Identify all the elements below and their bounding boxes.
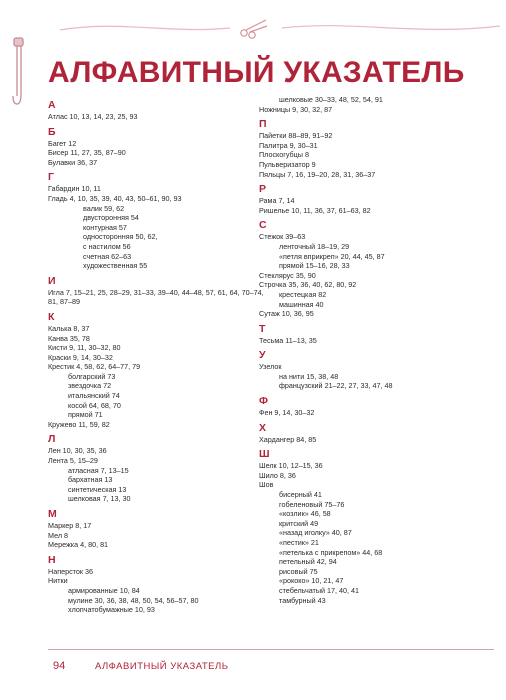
index-letter-heading: Х bbox=[259, 421, 267, 434]
index-subentry: «петля вприкреп» 20, 44, 45, 87 bbox=[279, 251, 385, 261]
index-entry: Кисти 9, 11, 30–32, 80 bbox=[48, 343, 121, 353]
index-subentry: односторонняя 50, 62, bbox=[83, 232, 158, 242]
index-letter-heading: П bbox=[259, 118, 267, 131]
index-entry: Шелк 10, 12–15, 36 bbox=[259, 461, 323, 471]
index-entry: Узелок bbox=[259, 362, 282, 372]
index-subentry: тамбурный 43 bbox=[279, 595, 326, 605]
index-subentry: болгарский 73 bbox=[68, 371, 116, 381]
index-column-right bbox=[259, 95, 495, 605]
index-letter-heading: Р bbox=[259, 183, 267, 196]
index-entry: Пульверизатор 9 bbox=[259, 159, 316, 169]
index-letter-heading: Т bbox=[259, 322, 266, 335]
safety-pin-icon bbox=[6, 36, 28, 116]
index-subentry: косой 64, 68, 70 bbox=[68, 400, 121, 410]
index-subentry: рисовый 75 bbox=[279, 566, 318, 576]
index-entry: Габардин 10, 11 bbox=[48, 184, 101, 194]
index-letter-heading: Л bbox=[48, 433, 56, 446]
index-subentry: армированные 10, 84 bbox=[68, 585, 140, 595]
index-subentry: атласная 7, 13–15 bbox=[68, 465, 129, 475]
index-subentry: петельный 42, 94 bbox=[279, 557, 337, 567]
index-subentry: шелковая 7, 13, 30 bbox=[68, 494, 131, 504]
index-entry: Атлас 10, 13, 14, 23, 25, 93 bbox=[48, 112, 138, 121]
index-entry: Бисер 11, 27, 35, 87–90 bbox=[48, 148, 126, 158]
index-subentry: с настилом 56 bbox=[83, 241, 131, 251]
index-subentry: валик 59, 62 bbox=[83, 203, 125, 213]
index-letter-heading: Н bbox=[48, 553, 56, 566]
index-entry: Кружево 11, 59, 82 bbox=[48, 419, 110, 429]
index-entry: Фен 9, 14, 30–32 bbox=[259, 408, 315, 418]
index-letter-heading: Б bbox=[48, 125, 56, 138]
index-subentry: «козлик» 46, 58 bbox=[279, 509, 331, 519]
index-subentry: «петелька с прикрепом» 44, 68 bbox=[279, 547, 383, 557]
index-letter-heading: Ф bbox=[259, 395, 268, 408]
index-entry: Стеклярус 35, 90 bbox=[259, 270, 316, 280]
index-subentry: на нити 15, 38, 48 bbox=[279, 371, 339, 381]
index-subentry: крестецкая 82 bbox=[279, 289, 327, 299]
index-subentry: шелковые 30–33, 48, 52, 54, 91 bbox=[279, 95, 383, 104]
index-entry: Гладь 4, 10, 35, 39, 40, 43, 50–61, 90, 93 bbox=[48, 193, 182, 203]
index-subentry: критский 49 bbox=[279, 518, 319, 528]
index-subentry: бисерный 41 bbox=[279, 490, 322, 500]
index-entry: Строчка 35, 36, 40, 62, 80, 92 bbox=[259, 280, 357, 290]
index-entry: Пяльцы 7, 16, 19–20, 28, 31, 36–37 bbox=[259, 169, 376, 179]
index-subentry: контурная 57 bbox=[83, 222, 127, 232]
index-letter-heading: У bbox=[259, 349, 266, 362]
index-entry: Рама 7, 14 bbox=[259, 196, 295, 206]
index-subentry: машинная 40 bbox=[279, 299, 324, 309]
index-entry: Наперсток 36 bbox=[48, 566, 94, 576]
index-letter-heading: А bbox=[48, 99, 56, 111]
index-entry: Стежок 39–63 bbox=[259, 232, 306, 242]
index-subentry: мулине 30, 36, 38, 48, 50, 54, 56–57, 80 bbox=[68, 595, 199, 605]
index-entry: Плоскогубцы 8 bbox=[259, 150, 309, 160]
index-subentry: прямой 15–16, 28, 33 bbox=[279, 261, 350, 271]
index-entry: Игла 7, 15–21, 25, 28–29, 31–33, 39–40, 44–48, 57, 61, 64, 70–74, 81, 87–89 bbox=[48, 287, 264, 307]
index-entry: Краски 9, 14, 30–32 bbox=[48, 352, 113, 362]
footer-divider bbox=[48, 649, 494, 650]
index-subentry: «рококо» 10, 21, 47 bbox=[279, 576, 344, 586]
index-subentry: бархатная 13 bbox=[68, 475, 113, 485]
index-subentry: гобеленовый 75–76 bbox=[279, 499, 345, 509]
index-entry: Шов bbox=[259, 480, 274, 490]
index-entry: Лен 10, 30, 35, 36 bbox=[48, 446, 107, 456]
index-entry: Ришелье 10, 11, 36, 37, 61–63, 82 bbox=[259, 205, 371, 215]
index-letter-heading: И bbox=[48, 274, 56, 287]
index-subentry: ленточный 18–19, 29 bbox=[279, 241, 350, 251]
page-number: 94 bbox=[53, 660, 66, 672]
index-subentry: «пестик» 21 bbox=[279, 538, 319, 547]
index-subentry: синтетическая 13 bbox=[68, 484, 127, 494]
index-subentry: стебельчатый 17, 40, 41 bbox=[279, 585, 359, 595]
index-letter-heading: Г bbox=[48, 171, 54, 184]
scissors-stitch-icon bbox=[0, 0, 506, 44]
index-subentry: хлопчатобумажные 10, 93 bbox=[68, 605, 155, 615]
index-entry: Хардангер 84, 85 bbox=[259, 434, 317, 444]
index-letter-heading: Ш bbox=[259, 448, 270, 461]
index-entry: Канва 35, 78 bbox=[48, 333, 90, 343]
index-entry: Булавки 36, 37 bbox=[48, 157, 98, 167]
index-entry: Мережка 4, 80, 81 bbox=[48, 540, 109, 550]
footer-section-title: АЛФАВИТНЫЙ УКАЗАТЕЛЬ bbox=[95, 661, 229, 672]
index-letter-heading: М bbox=[48, 508, 57, 520]
index-entry: Ножницы 9, 30, 32, 87 bbox=[259, 104, 333, 114]
index-entry: Шило 8, 36 bbox=[259, 470, 296, 480]
index-subentry: прямой 71 bbox=[68, 410, 103, 420]
index-subentry: художественная 55 bbox=[83, 261, 148, 271]
index-letter-heading: С bbox=[259, 219, 267, 232]
index-entry: Сутаж 10, 36, 95 bbox=[259, 309, 314, 319]
index-entry: Мел 8 bbox=[48, 530, 69, 540]
index-entry: Маркер 8, 17 bbox=[48, 521, 92, 530]
index-subentry: звездочка 72 bbox=[68, 381, 112, 391]
index-subentry: итальянский 74 bbox=[68, 391, 120, 401]
index-subentry: счетная 62–63 bbox=[83, 251, 132, 261]
page-title: АЛФАВИТНЫЙ УКАЗАТЕЛЬ bbox=[48, 56, 465, 89]
index-letter-heading: К bbox=[48, 310, 55, 323]
index-entry: Багет 12 bbox=[48, 138, 77, 148]
index-entry: Калька 8, 37 bbox=[48, 323, 90, 333]
index-column-left bbox=[48, 95, 270, 615]
index-subentry: двусторонняя 54 bbox=[83, 213, 139, 223]
index-subentry: «назад иголку» 40, 87 bbox=[279, 528, 352, 538]
index-entry: Нитки bbox=[48, 576, 68, 586]
index-entry: Пайетки 88–89, 91–92 bbox=[259, 131, 333, 141]
index-subentry: французский 21–22, 27, 33, 47, 48 bbox=[279, 381, 393, 391]
index-entry: Тесьма 11–13, 35 bbox=[259, 335, 317, 345]
index-entry: Крестик 4, 58, 62, 64–77, 79 bbox=[48, 362, 141, 372]
index-entry: Палитра 9, 30–31 bbox=[259, 140, 318, 150]
index-entry: Лента 5, 15–29 bbox=[48, 456, 98, 466]
